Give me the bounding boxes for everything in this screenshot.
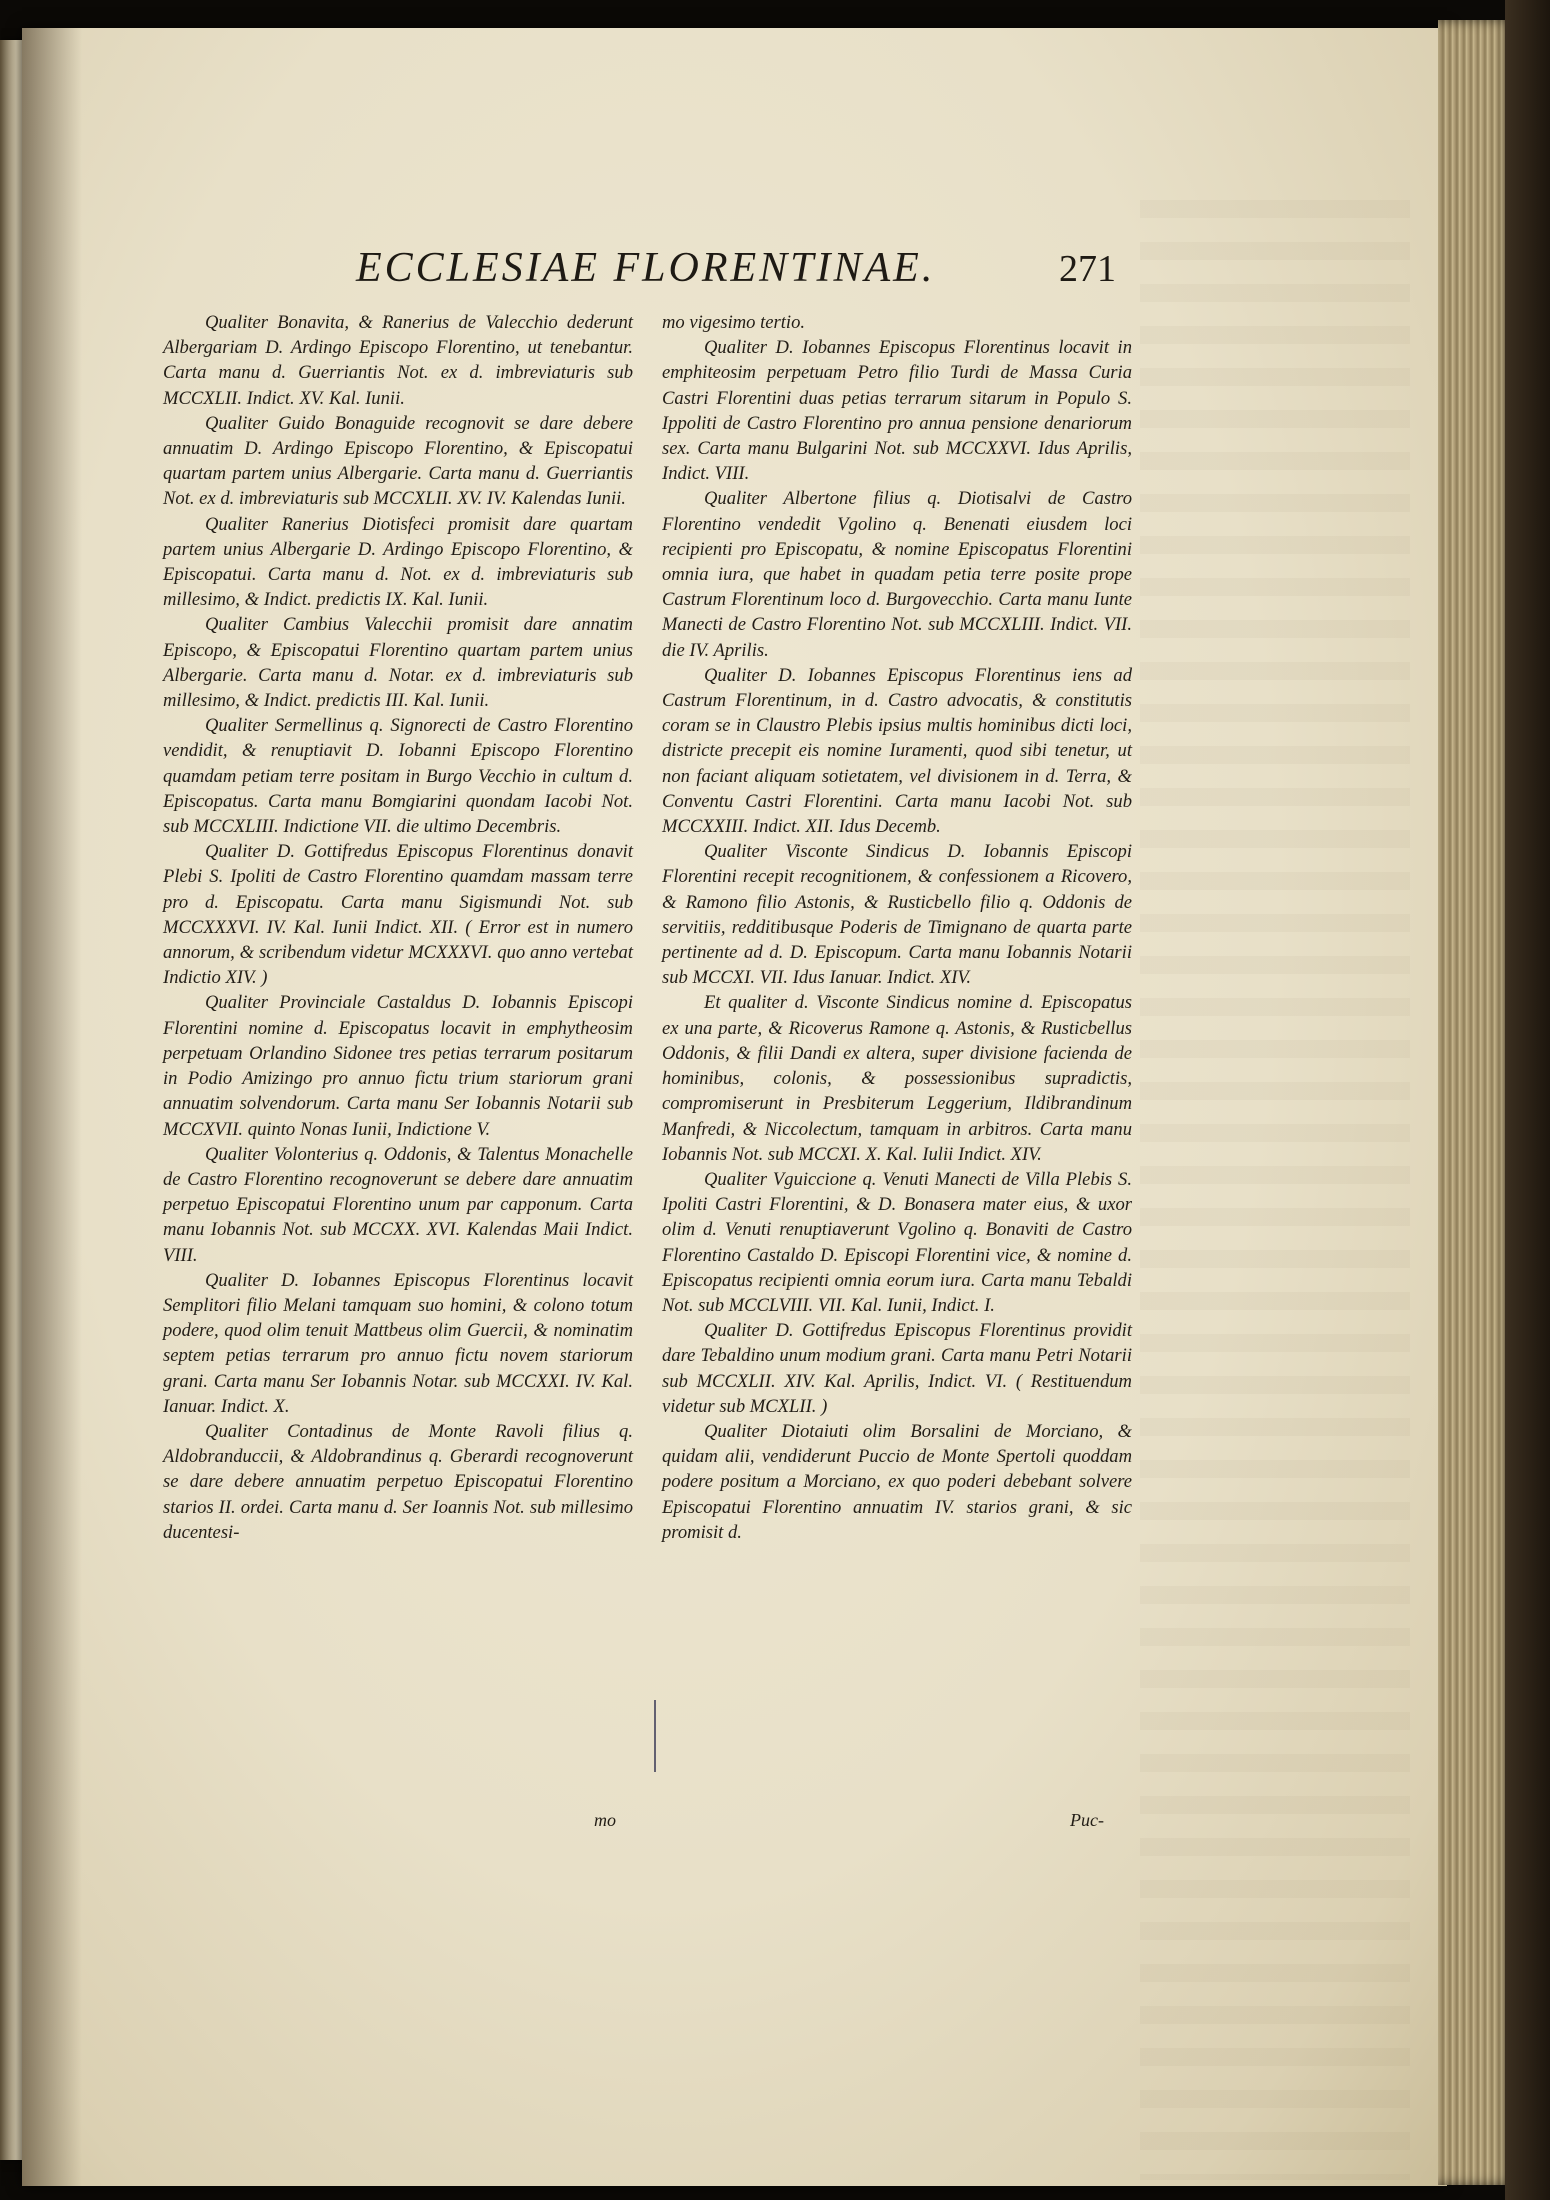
right-catchword: Puc- (1070, 1810, 1104, 1830)
paragraph: Qualiter Vguiccione q. Venuti Manecti de Villa Plebis S. Ipoliti Castri Florentini, & D. Bonasera mater eius, & uxor olim d. Venuti renuptiaverunt Vgolino q. Bonaviti de Castro Florentino Castaldo D. Episcopi Florentini vice, & nomine d. Episcopatus recipienti omnia eorum iura. Carta manu Tebaldi Not. sub MCCLVIII. VII. Kal. Iunii, Indict. I. (662, 1168, 1132, 1316)
paragraph: Qualiter D. Iobannes Episcopus Florentinus locavit Semplitori filio Melani tamquam suo homini, & colono totum podere, quod olim tenuit Mattbeus olim Guercii, & nominatim septem petias terrarum pro annuo fictu novem stariorum grani. Carta manu Ser Iobannis Notar. sub MCCXXI. IV. Kal. Ianuar. Indict. X. (163, 1269, 633, 1417)
margin-mark (654, 1700, 656, 1772)
left-column (163, 310, 633, 1545)
paragraph: Qualiter Cambius Valecchii promisit dare annatim Episcopo, & Episcopatui Florentino quartam partem unius Albergarie. Carta manu d. Notar. ex d. imbreviaturis sub millesimo, & Indict. predictis III. Kal. Iunii. (163, 614, 633, 712)
paragraph: Qualiter D. Gottifredus Episcopus Florentinus donavit Plebi S. Ipoliti de Castro Florentino quamdam massam terre pro d. Episcopatu. Carta manu Sigismundi Not. sub MCCXXXVI. IV. Kal. Iunii Indict. XII. ( Error est in numero annorum, & scribendum videtur MCXXXVI. quo anno vertebat Indictio XIV. ) (163, 841, 633, 989)
paragraph: Qualiter Visconte Sindicus D. Iobannis Episcopi Florentini recepit recognitionem, & confessionem a Ricovero, & Ramono filio Astonis, & Rusticbello filio q. Oddonis de servitiis, redditibusque Poderis de Timignano de quarta parte pertinente ad d. D. Episcopum. Carta manu Iobannis Notarii sub MCCXI. VII. Idus Ianuar. Indict. XIV. (662, 841, 1132, 989)
book-cover-edge (1505, 0, 1550, 2200)
paragraph: Qualiter Guido Bonaguide recognovit se dare debere annuatim D. Ardingo Episcopo Florentino, & Episcopatui quartam partem unius Albergarie. Carta manu d. Guerriantis Not. ex d. imbreviaturis sub MCCXLII. XV. IV. Kalendas Iunii. (163, 412, 633, 510)
paragraph: Qualiter Volonterius q. Oddonis, & Talentus Monachelle de Castro Florentino recognoverunt se debere dare annuatim perpetuo Episcopatui Florentino unum par capponum. Carta manu Iobannis Not. sub MCCXX. XVI. Kalendas Maii Indict. VIII. (163, 1143, 633, 1266)
left-catchword: mo (594, 1810, 616, 1830)
paragraph: Qualiter Provinciale Castaldus D. Iobannis Episcopi Florentini nomine d. Episcopatus locavit in emphytheosim perpetuam Orlandino Sidonee tres petias terrarum positarum in Podio Amizingo pro annuo fictu trium stariorum grani annuatim solvendorum. Carta manu Ser Iobannis Notarii sub MCCXVII. quinto Nonas Iunii, Indictione V. (163, 992, 633, 1140)
paragraph: Qualiter Diotaiuti olim Borsalini de Morciano, & quidam alii, vendiderunt Puccio de Monte Spertoli quoddam podere positum a Morciano, ex quo poderi debebant solvere Episcopatui Florentino annuatim IV. starios grani, & sic promisit d. (662, 1420, 1132, 1543)
paragraph: Qualiter D. Iobannes Episcopus Florentinus locavit in emphiteosim perpetuam Petro filio Turdi de Massa Curia Castri Florentini duas petias terrarum sitarum in Populo S. Ippoliti de Castro Florentino pro annua pensione denariorum sex. Carta manu Bulgarini Not. sub MCCXXVI. Idus Aprilis, Indict. VIII. (662, 337, 1132, 485)
page-gutter-shadow (22, 28, 82, 2186)
paragraph: Et qualiter d. Visconte Sindicus nomine d. Episcopatus ex una parte, & Ricoverus Ramone q. Astonis, & Rusticbellus Oddonis, & filii Dandi ex altera, super divisione facienda de hominibus, colonis, & possessionibus supradictis, compromiserunt in Presbiterum Leggerium, Ildibrandinum Manfredi, & Niccolectum, tamquam in arbitros. Carta manu Iobannis Not. sub MCCXI. X. Kal. Iulii Indict. XIV. (662, 992, 1132, 1165)
show-through (1140, 200, 1410, 2180)
paragraph: Qualiter Albertone filius q. Diotisalvi de Castro Florentino vendedit Vgolino q. Benenati eiusdem loci recipienti pro Episcopatu, & nomine Episcopatus Florentini omnia iura, que habet in quadam petia terre posite prope Castrum Florentinum loco d. Burgovecchio. Carta manu Iunte Manecti de Castro Florentino Not. sub MCCXLIII. Indict. VII. die IV. Aprilis. (662, 488, 1132, 661)
paragraph: Qualiter Ranerius Diotisfeci promisit dare quartam partem unius Albergarie D. Ardingo Episcopo Florentino, & Episcopatui. Carta manu d. Not. ex d. imbreviaturis sub millesimo, & Indict. predictis IX. Kal. Iunii. (163, 513, 633, 611)
paragraph: Qualiter D. Iobannes Episcopus Florentinus iens ad Castrum Florentinum, in d. Castro advocatis, & constitutis coram se in Claustro Plebis ipsius multis hominibus dicti loci, districte precepit eis nomine Iuramenti, quod sibi tenetur, ut non faciant aliquam sotietatem, vel divisionem in d. Terra, & Conventu Castri Florentini. Carta manu Iacobi Not. sub MCCXXIII. Indict. XII. Idus Decemb. (662, 664, 1132, 838)
page-number: 271 (1059, 248, 1116, 290)
paragraph: Qualiter Contadinus de Monte Ravoli filius q. Aldobranduccii, & Aldobrandinus q. Gberardi recognoverunt se dare debere annuatim perpetuo Episcopatui Florentino starios II. ordei. Carta manu d. Ser Ioannis Not. sub millesimo ducentesi- (163, 1420, 633, 1543)
right-column (662, 310, 1132, 1545)
running-head (356, 244, 1116, 292)
page-stack-edge (1438, 20, 1513, 2185)
paragraph: Qualiter Sermellinus q. Signorecti de Castro Florentino vendidit, & renuptiavit D. Iobanni Episcopo Florentino quamdam petiam terre positam in Burgo Vecchio in cultum d. Episcopatus. Carta manu Bomgiarini quondam Iacobi Not. sub MCCXLIII. Indictione VII. die ultimo Decembris. (163, 715, 633, 838)
running-title: ECCLESIAE FLORENTINAE. (356, 245, 936, 291)
paragraph: Qualiter Bonavita, & Ranerius de Valecchio dederunt Albergariam D. Ardingo Episcopo Florentino, ut tenebantur. Carta manu d. Guerriantis Not. ex d. imbreviaturis sub MCCXLII. Indict. XV. Kal. Iunii. (163, 312, 633, 409)
paragraph: mo vigesimo tertio. (662, 312, 806, 333)
paragraph: Qualiter D. Gottifredus Episcopus Florentinus providit dare Tebaldino unum modium grani. Carta manu Petri Notarii sub MCCXLII. XIV. Kal. Aprilis, Indict. VI. ( Restituendum videtur sub MCXLII. ) (662, 1320, 1132, 1417)
